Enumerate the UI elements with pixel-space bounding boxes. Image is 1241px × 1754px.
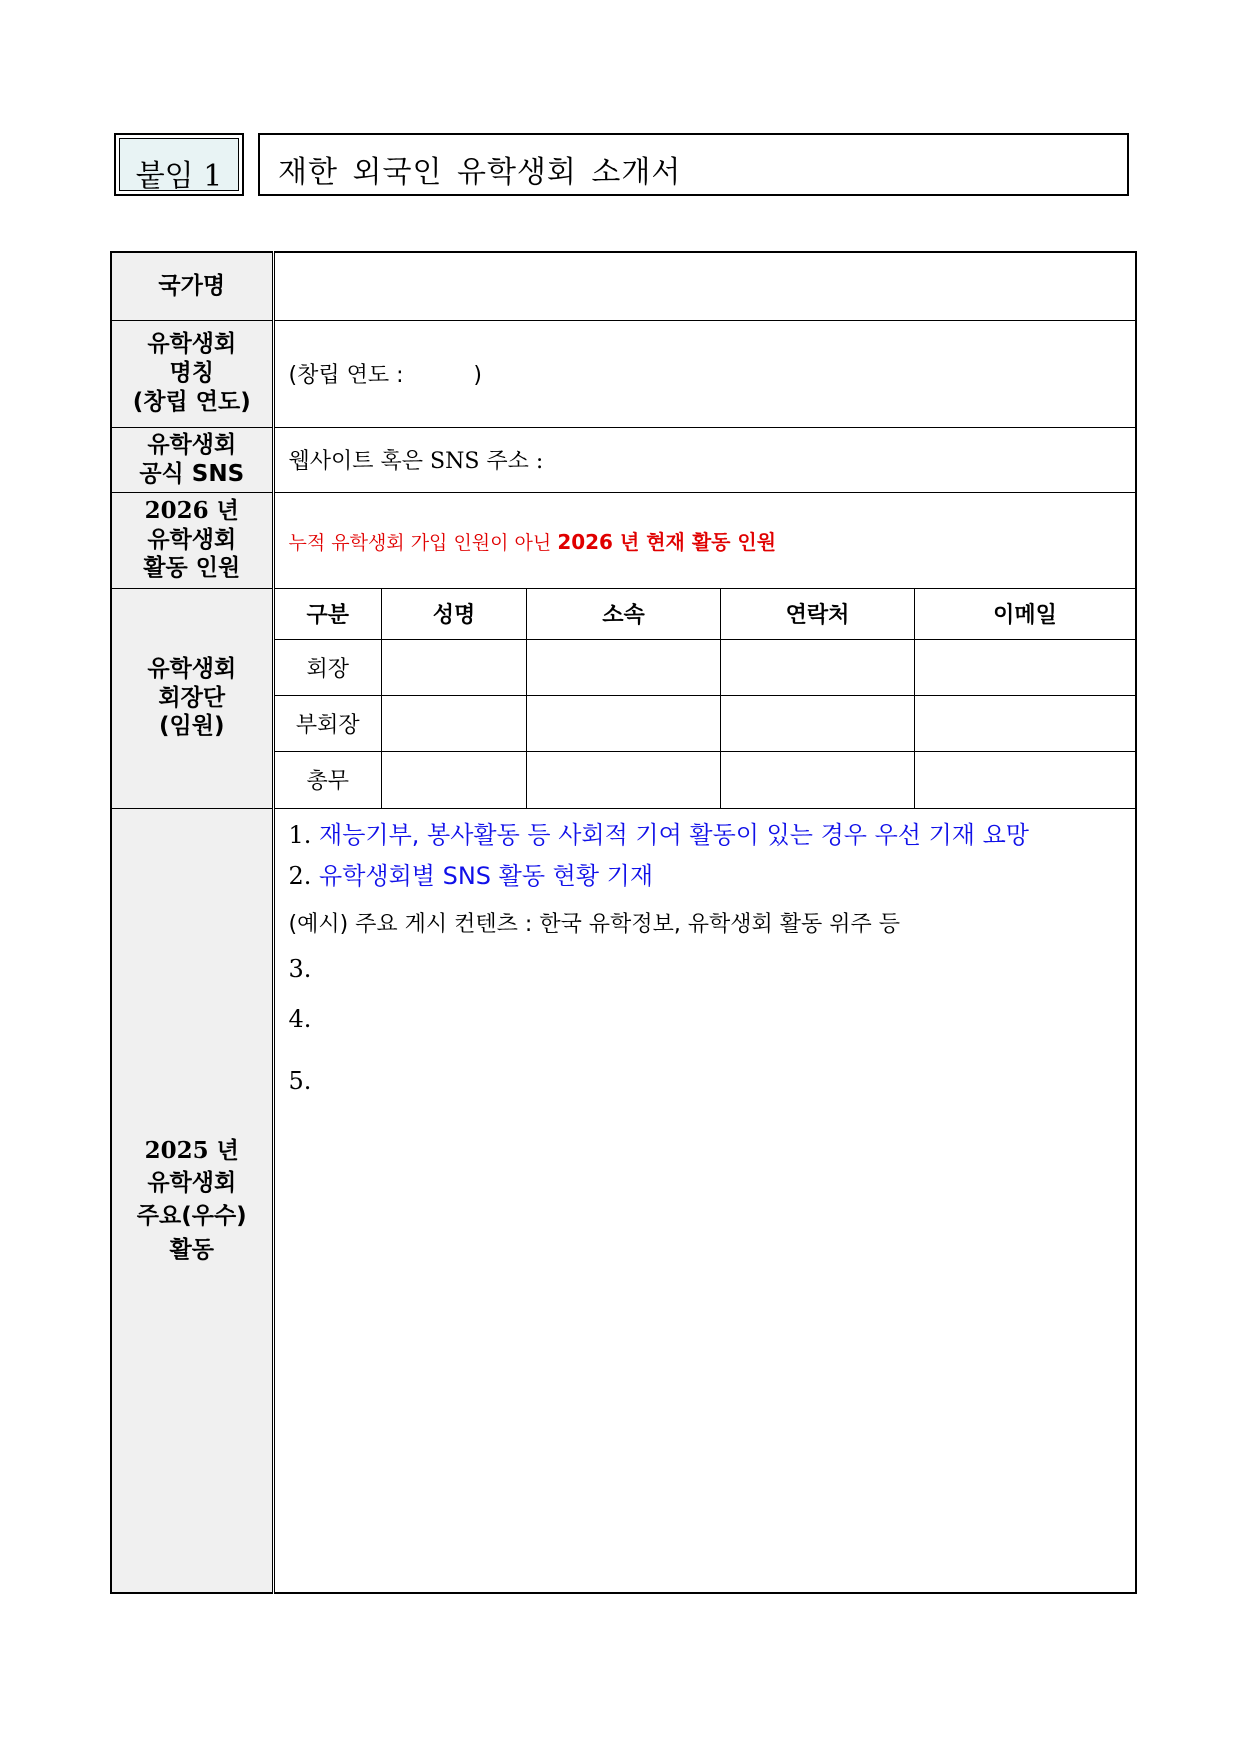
label-line: (창립 연도) xyxy=(132,388,251,415)
label-line: 회장단 xyxy=(158,684,226,711)
activity-item-5: 5. xyxy=(288,1066,312,1095)
label-line: 공식 SNS xyxy=(139,460,245,487)
activity-guide-2 xyxy=(289,856,654,891)
row-association-name xyxy=(111,320,1136,427)
members-note-prefix: 누적 유학생회 가입 인원이 아닌 xyxy=(288,531,558,554)
officers-label xyxy=(111,588,273,808)
label-line: 활동 인원 xyxy=(143,555,241,582)
item-text: 재능기부, 봉사활동 등 사회적 기여 활동이 있는 경우 우선 기재 요망 xyxy=(319,820,1029,849)
role-cell: 총무 xyxy=(275,752,382,808)
contact-input-cell[interactable] xyxy=(721,696,915,752)
email-input-cell[interactable] xyxy=(915,752,1136,808)
column-header: 구분 xyxy=(275,589,382,640)
table-row xyxy=(275,640,1136,696)
sns-address-hint: 웹사이트 혹은 SNS 주소 : xyxy=(288,449,544,474)
members-field[interactable] xyxy=(273,492,1136,588)
role-cell: 회장 xyxy=(275,640,382,696)
row-sns xyxy=(111,427,1136,492)
row-activities xyxy=(111,808,1136,1593)
activity-guide-1 xyxy=(289,815,1029,850)
label-line: 명칭 xyxy=(169,360,214,387)
label-line: 유학생회 xyxy=(147,331,237,358)
members-note xyxy=(288,529,777,554)
sns-field[interactable] xyxy=(273,427,1136,492)
name-input-cell[interactable] xyxy=(382,640,527,696)
label-line: 유학생회 xyxy=(147,431,237,458)
table-row xyxy=(275,752,1136,808)
attachment-label-box xyxy=(114,133,244,196)
name-input-cell[interactable] xyxy=(382,696,527,752)
email-input-cell[interactable] xyxy=(915,640,1136,696)
sns-label xyxy=(111,427,273,492)
label-line: 2025 년 xyxy=(144,1136,239,1164)
label-line: 유학생회 xyxy=(147,1169,237,1196)
label-line: 유학생회 xyxy=(147,655,237,682)
association-name-field[interactable] xyxy=(273,320,1136,427)
activities-label xyxy=(111,808,273,1593)
email-input-cell[interactable] xyxy=(915,696,1136,752)
officers-table-cell xyxy=(273,588,1136,808)
document-title: 재한 외국인 유학생회 소개서 xyxy=(278,155,682,190)
label-line: 2026 년 xyxy=(144,496,239,524)
founding-year-hint: (창립 연도 : ) xyxy=(288,363,483,388)
document-title-box xyxy=(258,133,1129,196)
label-line: (임원) xyxy=(159,713,225,740)
label-line: 유학생회 xyxy=(147,526,237,553)
activity-example: (예시) 주요 게시 컨텐츠 : 한국 유학정보, 유학생회 활동 위주 등 xyxy=(288,911,901,937)
officers-header-row xyxy=(275,589,1136,640)
attachment-label: 붙임 1 xyxy=(135,159,223,194)
association-name-label xyxy=(111,320,273,427)
row-members xyxy=(111,492,1136,588)
country-label: 국가명 xyxy=(111,252,273,320)
introduction-form xyxy=(110,251,1137,1594)
column-header: 성명 xyxy=(382,589,527,640)
activity-item-3: 3. xyxy=(288,954,312,983)
row-country xyxy=(111,252,1136,320)
column-header: 소속 xyxy=(527,589,721,640)
members-note-bold: 2026 년 현재 활동 인원 xyxy=(557,529,777,554)
attachment-label-inner xyxy=(119,138,239,194)
name-input-cell[interactable] xyxy=(382,752,527,808)
contact-input-cell[interactable] xyxy=(721,752,915,808)
affiliation-input-cell[interactable] xyxy=(527,640,721,696)
item-text: 유학생회별 SNS 활동 현황 기재 xyxy=(319,861,654,890)
members-label xyxy=(111,492,273,588)
label-line: 주요(우수) xyxy=(136,1203,247,1230)
column-header: 연락처 xyxy=(721,589,915,640)
officers-table xyxy=(275,589,1136,808)
country-field[interactable] xyxy=(273,252,1136,320)
activities-field[interactable] xyxy=(273,808,1136,1593)
affiliation-input-cell[interactable] xyxy=(527,696,721,752)
item-number: 2. xyxy=(288,861,312,890)
activity-item-4: 4. xyxy=(288,1004,312,1033)
role-cell: 부회장 xyxy=(275,696,382,752)
item-number: 1. xyxy=(288,820,312,849)
row-officers xyxy=(111,588,1136,808)
label-line: 활동 xyxy=(169,1236,214,1263)
column-header: 이메일 xyxy=(915,589,1136,640)
table-row xyxy=(275,696,1136,752)
affiliation-input-cell[interactable] xyxy=(527,752,721,808)
contact-input-cell[interactable] xyxy=(721,640,915,696)
